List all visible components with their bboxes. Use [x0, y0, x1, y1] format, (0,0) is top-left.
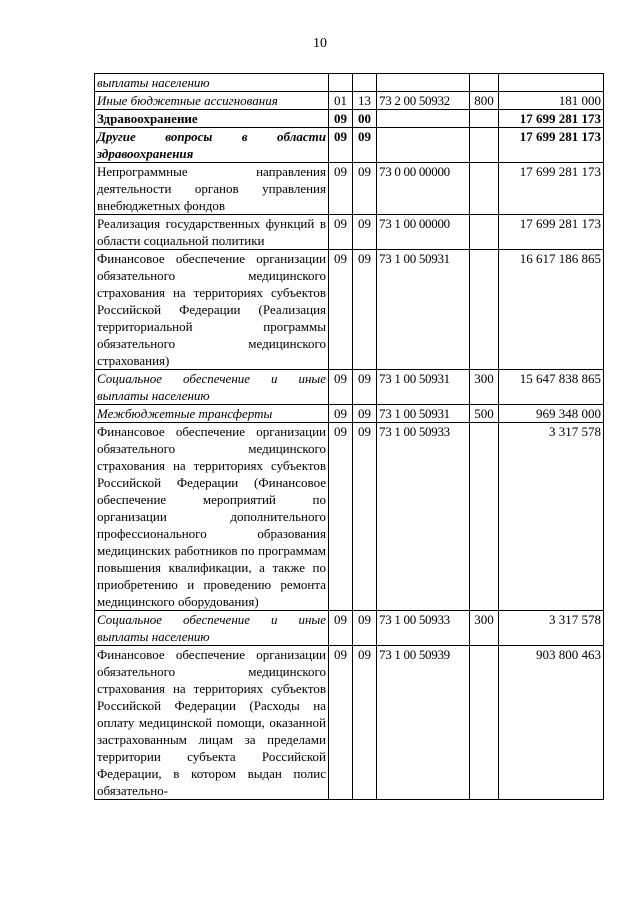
row-expense-type: 500 — [470, 405, 499, 423]
row-target-article: 73 1 00 50931 — [377, 250, 470, 370]
row-name: Непрограммные направления деятельности органов управления внебюджетных фондов — [95, 163, 329, 215]
row-target-article — [377, 110, 470, 128]
row-name: Финансовое обеспечение организации обязательного медицинского страхования на территориях субъектов Российской Федерации (Расходы на оплату медицинской помощи, оказанной застрахованным лицам за пределами территории субъекта Российской Федерации, в котором выдан полис обязательно- — [95, 646, 329, 800]
row-section: 09 — [329, 163, 353, 215]
row-expense-type — [470, 250, 499, 370]
row-amount: 3 317 578 — [499, 611, 604, 646]
row-target-article: 73 1 00 50931 — [377, 405, 470, 423]
table-row — [95, 646, 604, 800]
row-subsection: 00 — [353, 110, 377, 128]
row-section: 09 — [329, 646, 353, 800]
row-target-article: 73 1 00 00000 — [377, 215, 470, 250]
table-row — [95, 405, 604, 423]
row-section: 09 — [329, 215, 353, 250]
row-subsection — [353, 74, 377, 92]
row-subsection: 09 — [353, 611, 377, 646]
row-name: Финансовое обеспечение организации обязательного медицинского страхования на территориях субъектов Российской Федерации (Финансовое обеспечение мероприятий по организации дополнительного профессионального образования медицинских работников по программам повышения квалификации, а также по приобретению и проведению ремонта медицинского оборудования) — [95, 423, 329, 611]
row-subsection: 09 — [353, 128, 377, 163]
row-section: 09 — [329, 423, 353, 611]
row-expense-type — [470, 110, 499, 128]
row-amount — [499, 74, 604, 92]
row-section — [329, 74, 353, 92]
row-expense-type: 300 — [470, 611, 499, 646]
row-section: 09 — [329, 370, 353, 405]
row-section: 09 — [329, 128, 353, 163]
row-subsection: 09 — [353, 646, 377, 800]
budget-table — [94, 73, 604, 800]
page-number: 10 — [313, 36, 327, 51]
row-name: Социальное обеспечение и иные выплаты населению — [95, 611, 329, 646]
row-target-article — [377, 74, 470, 92]
table-row — [95, 74, 604, 92]
row-amount: 181 000 — [499, 92, 604, 110]
row-amount: 17 699 281 173 — [499, 128, 604, 163]
table-row — [95, 250, 604, 370]
row-target-article: 73 2 00 50932 — [377, 92, 470, 110]
row-expense-type: 800 — [470, 92, 499, 110]
row-name: Социальное обеспечение и иные выплаты населению — [95, 370, 329, 405]
row-expense-type — [470, 163, 499, 215]
table-row — [95, 163, 604, 215]
row-section: 09 — [329, 611, 353, 646]
row-subsection: 09 — [353, 250, 377, 370]
row-name: Реализация государственных функций в области социальной политики — [95, 215, 329, 250]
row-name: Другие вопросы в области здравоохранения — [95, 128, 329, 163]
row-name: Здравоохранение — [95, 110, 329, 128]
row-expense-type: 300 — [470, 370, 499, 405]
row-amount: 3 317 578 — [499, 423, 604, 611]
table-row — [95, 215, 604, 250]
row-expense-type — [470, 646, 499, 800]
row-subsection: 09 — [353, 163, 377, 215]
row-expense-type — [470, 215, 499, 250]
row-amount: 903 800 463 — [499, 646, 604, 800]
table-row — [95, 611, 604, 646]
row-name: Межбюджетные трансферты — [95, 405, 329, 423]
row-amount: 969 348 000 — [499, 405, 604, 423]
row-target-article: 73 0 00 00000 — [377, 163, 470, 215]
row-section: 01 — [329, 92, 353, 110]
row-amount: 16 617 186 865 — [499, 250, 604, 370]
row-name: выплаты населению — [95, 74, 329, 92]
row-subsection: 09 — [353, 423, 377, 611]
row-section: 09 — [329, 110, 353, 128]
row-target-article: 73 1 00 50931 — [377, 370, 470, 405]
row-name: Финансовое обеспечение организации обязательного медицинского страхования на территориях субъектов Российской Федерации (Реализация территориальной программы обязательного медицинского страхования) — [95, 250, 329, 370]
row-subsection: 13 — [353, 92, 377, 110]
row-expense-type — [470, 128, 499, 163]
row-subsection: 09 — [353, 405, 377, 423]
table-row — [95, 110, 604, 128]
table-row — [95, 128, 604, 163]
row-name: Иные бюджетные ассигнования — [95, 92, 329, 110]
table-row — [95, 423, 604, 611]
row-amount: 17 699 281 173 — [499, 110, 604, 128]
row-amount: 17 699 281 173 — [499, 215, 604, 250]
row-target-article: 73 1 00 50933 — [377, 611, 470, 646]
row-section: 09 — [329, 405, 353, 423]
row-subsection: 09 — [353, 215, 377, 250]
row-expense-type — [470, 423, 499, 611]
row-subsection: 09 — [353, 370, 377, 405]
row-target-article: 73 1 00 50933 — [377, 423, 470, 611]
row-target-article: 73 1 00 50939 — [377, 646, 470, 800]
row-expense-type — [470, 74, 499, 92]
table-row — [95, 92, 604, 110]
row-amount: 15 647 838 865 — [499, 370, 604, 405]
row-target-article — [377, 128, 470, 163]
row-amount: 17 699 281 173 — [499, 163, 604, 215]
table-row — [95, 370, 604, 405]
row-section: 09 — [329, 250, 353, 370]
